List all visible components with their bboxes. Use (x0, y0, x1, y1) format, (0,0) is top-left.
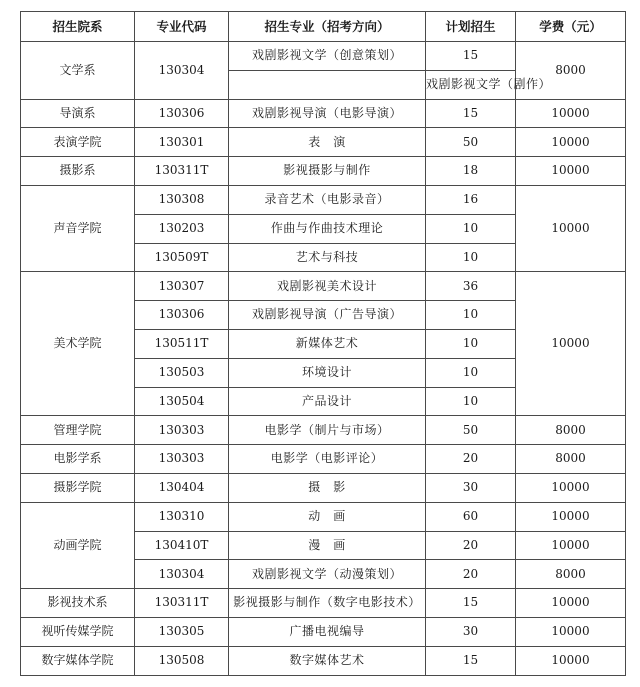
plan-cell: 30 (426, 473, 516, 502)
major-cell: 录音艺术（电影录音） (229, 185, 426, 214)
plan-cell: 60 (426, 502, 516, 531)
table-row (21, 502, 626, 531)
table-row (21, 42, 626, 71)
plan-cell: 50 (426, 128, 516, 157)
table-row (21, 128, 626, 157)
college-cell: 动画学院 (21, 502, 135, 588)
code-cell: 130307 (135, 272, 229, 301)
plan-cell: 20 (426, 445, 516, 474)
fee-cell: 10000 (516, 531, 626, 560)
college-cell: 管理学院 (21, 416, 135, 445)
code-cell: 130503 (135, 358, 229, 387)
major-cell: 作曲与作曲技术理论 (229, 214, 426, 243)
fee-cell: 10000 (516, 617, 626, 646)
major-cell: 产品设计 (229, 387, 426, 416)
major-cell: 表 演 (229, 128, 426, 157)
plan-cell: 10 (426, 387, 516, 416)
table-row (21, 646, 626, 675)
college-cell: 摄影学院 (21, 473, 135, 502)
code-cell (229, 70, 426, 99)
fee-cell: 10000 (516, 157, 626, 186)
college-cell: 摄影系 (21, 157, 135, 186)
college-cell: 影视技术系 (21, 589, 135, 618)
code-cell: 130304 (135, 42, 229, 100)
col-header-major: 招生专业（招考方向） (229, 12, 426, 42)
major-cell: 电影学（制片与市场） (229, 416, 426, 445)
college-cell: 表演学院 (21, 128, 135, 157)
plan-cell: 10 (426, 358, 516, 387)
major-cell: 艺术与科技 (229, 243, 426, 272)
plan-cell: 30 (426, 617, 516, 646)
code-cell: 130306 (135, 99, 229, 128)
fee-cell: 8000 (516, 560, 626, 589)
admission-table (20, 11, 626, 676)
plan-cell: 36 (426, 272, 516, 301)
major-cell: 影视摄影与制作 (229, 157, 426, 186)
table-row (21, 445, 626, 474)
plan-cell: 10 (426, 329, 516, 358)
major-cell: 戏剧影视美术设计 (229, 272, 426, 301)
plan-cell: 15 (426, 99, 516, 128)
plan-cell: 15 (426, 589, 516, 618)
plan-cell: 20 (426, 531, 516, 560)
college-cell: 视听传媒学院 (21, 617, 135, 646)
table-row (21, 185, 626, 214)
code-cell: 130308 (135, 185, 229, 214)
fee-cell: 10000 (516, 473, 626, 502)
code-cell: 130310 (135, 502, 229, 531)
fee-cell: 10000 (516, 272, 626, 416)
code-cell: 130404 (135, 473, 229, 502)
fee-cell: 10000 (516, 589, 626, 618)
code-cell: 130508 (135, 646, 229, 675)
plan-cell: 10 (426, 301, 516, 330)
table-row (21, 589, 626, 618)
major-cell: 电影学（电影评论） (229, 445, 426, 474)
code-cell: 130509T (135, 243, 229, 272)
plan-cell: 15 (426, 42, 516, 71)
college-cell: 数字媒体学院 (21, 646, 135, 675)
college-cell: 导演系 (21, 99, 135, 128)
fee-cell: 10000 (516, 502, 626, 531)
major-cell: 广播电视编导 (229, 617, 426, 646)
fee-cell: 10000 (516, 99, 626, 128)
code-cell: 130303 (135, 416, 229, 445)
fee-cell: 10000 (516, 185, 626, 271)
table-row (21, 272, 626, 301)
major-cell: 摄 影 (229, 473, 426, 502)
table-header (21, 12, 626, 42)
plan-cell: 20 (426, 560, 516, 589)
code-cell: 130304 (135, 560, 229, 589)
fee-cell: 8000 (516, 416, 626, 445)
col-header-plan: 计划招生 (426, 12, 516, 42)
table-row (21, 99, 626, 128)
fee-cell: 10000 (516, 128, 626, 157)
code-cell: 130311T (135, 157, 229, 186)
major-cell: 环境设计 (229, 358, 426, 387)
code-cell: 130301 (135, 128, 229, 157)
code-cell: 130504 (135, 387, 229, 416)
major-cell: 漫 画 (229, 531, 426, 560)
major-cell: 数字媒体艺术 (229, 646, 426, 675)
table-row (21, 157, 626, 186)
code-cell: 130511T (135, 329, 229, 358)
major-cell: 戏剧影视导演（广告导演） (229, 301, 426, 330)
major-cell: 戏剧影视文学（创意策划） (229, 42, 426, 71)
plan-cell: 10 (426, 243, 516, 272)
fee-cell: 8000 (516, 42, 626, 100)
college-cell: 文学系 (21, 42, 135, 100)
col-header-fee: 学费（元） (516, 12, 626, 42)
major-cell: 新媒体艺术 (229, 329, 426, 358)
code-cell: 130311T (135, 589, 229, 618)
code-cell: 130410T (135, 531, 229, 560)
col-header-college: 招生院系 (21, 12, 135, 42)
code-cell: 130306 (135, 301, 229, 330)
college-cell: 声音学院 (21, 185, 135, 271)
table-row (21, 473, 626, 502)
major-cell: 影视摄影与制作（数字电影技术） (229, 589, 426, 618)
table-row (21, 416, 626, 445)
plan-cell: 18 (426, 157, 516, 186)
plan-cell: 15 (426, 646, 516, 675)
table-row (21, 617, 626, 646)
plan-cell: 50 (426, 416, 516, 445)
fee-cell: 8000 (516, 445, 626, 474)
major-cell: 戏剧影视文学（动漫策划） (229, 560, 426, 589)
plan-cell: 10 (426, 214, 516, 243)
major-cell: 戏剧影视导演（电影导演） (229, 99, 426, 128)
college-cell: 电影学系 (21, 445, 135, 474)
header-row (21, 12, 626, 42)
code-cell: 130303 (135, 445, 229, 474)
major-cell: 戏剧影视文学（剧作） (426, 70, 516, 99)
table-body (21, 42, 626, 676)
code-cell: 130305 (135, 617, 229, 646)
code-cell: 130203 (135, 214, 229, 243)
plan-cell: 16 (426, 185, 516, 214)
major-cell: 动 画 (229, 502, 426, 531)
college-cell: 美术学院 (21, 272, 135, 416)
col-header-code: 专业代码 (135, 12, 229, 42)
fee-cell: 10000 (516, 646, 626, 675)
